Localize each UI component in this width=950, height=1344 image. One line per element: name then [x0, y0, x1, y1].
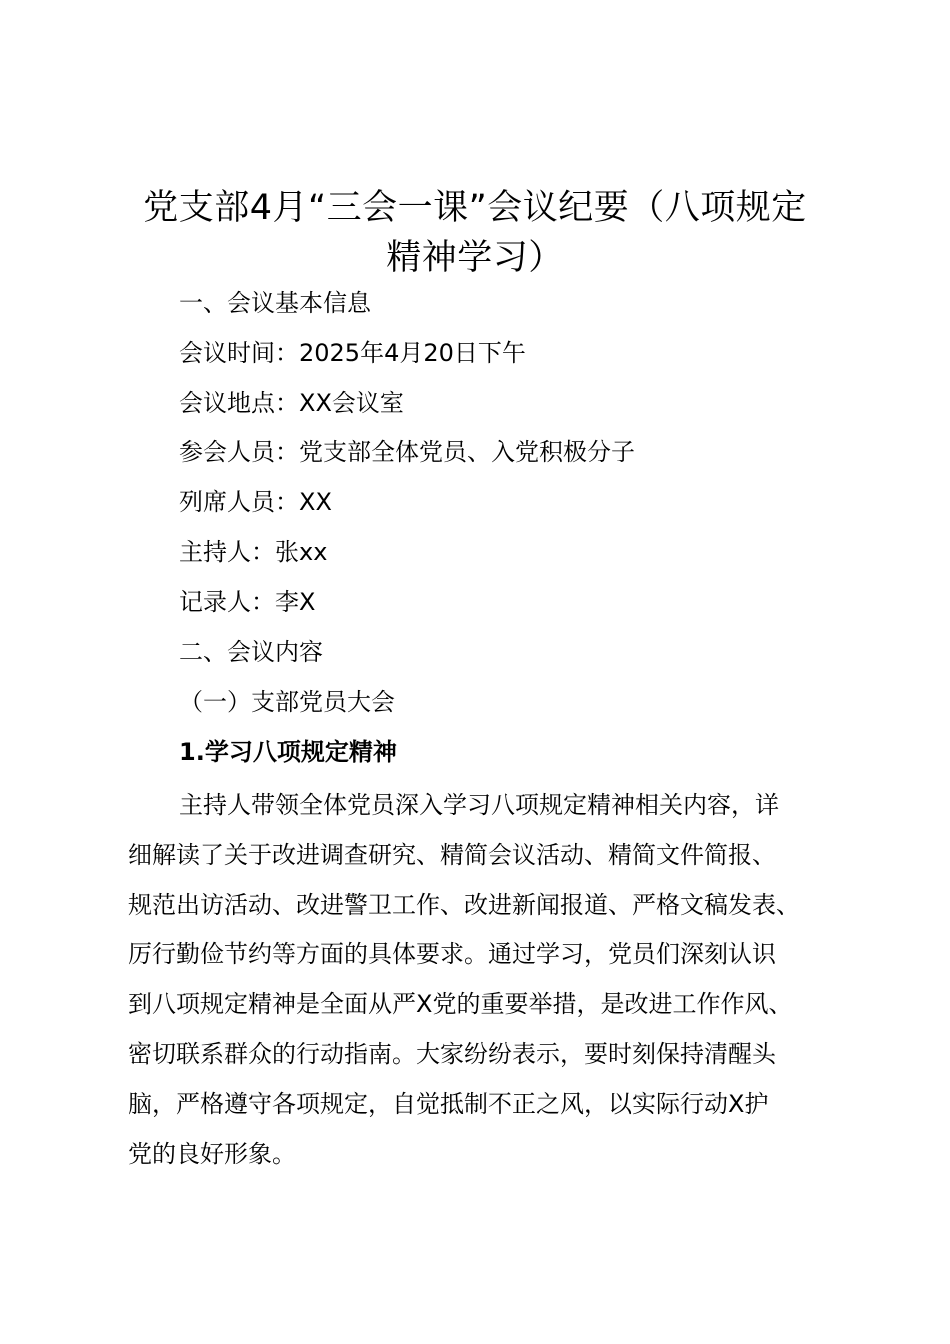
paragraph-line: 规范出访活动、改进警卫工作、改进新闻报道、严格文稿发表、: [128, 890, 800, 919]
section-heading-basic-info: 一、会议基本信息: [179, 289, 371, 317]
paragraph-line: 党的良好形象。: [128, 1139, 296, 1168]
observers: 列席人员：XX: [179, 488, 332, 516]
topic-paragraph: [128, 781, 848, 1179]
topic-heading: 1.学习八项规定精神: [179, 738, 397, 766]
meeting-place: 会议地点：XX会议室: [179, 389, 404, 417]
document-title: [100, 183, 850, 283]
title-line: 党支部4月“三会一课”会议纪要（八项规定: [143, 188, 807, 228]
paragraph-line: 密切联系群众的行动指南。大家纷纷表示，要时刻保持清醒头: [128, 1039, 776, 1068]
meeting-time: 会议时间：2025年4月20日下午: [179, 339, 526, 367]
attendees: 参会人员：党支部全体党员、入党积极分子: [179, 438, 635, 466]
subsection-heading-party-meeting: （一）支部党员大会: [179, 688, 395, 716]
paragraph-line: 主持人带领全体党员深入学习八项规定精神相关内容，详: [179, 791, 779, 819]
section-heading-content: 二、会议内容: [179, 638, 323, 666]
host: 主持人：张xx: [179, 538, 328, 566]
recorder: 记录人：李X: [179, 588, 316, 616]
paragraph-line: 到八项规定精神是全面从严X党的重要举措，是改进工作作风、: [128, 990, 793, 1019]
paragraph-line: 细解读了关于改进调查研究、精简会议活动、精简文件简报、: [128, 840, 776, 869]
paragraph-line: 脑，严格遵守各项规定，自觉抵制不正之风，以实际行动X护: [128, 1089, 769, 1118]
title-line: 精神学习）: [386, 238, 564, 278]
paragraph-line: 厉行勤俭节约等方面的具体要求。通过学习，党员们深刻认识: [128, 940, 776, 969]
